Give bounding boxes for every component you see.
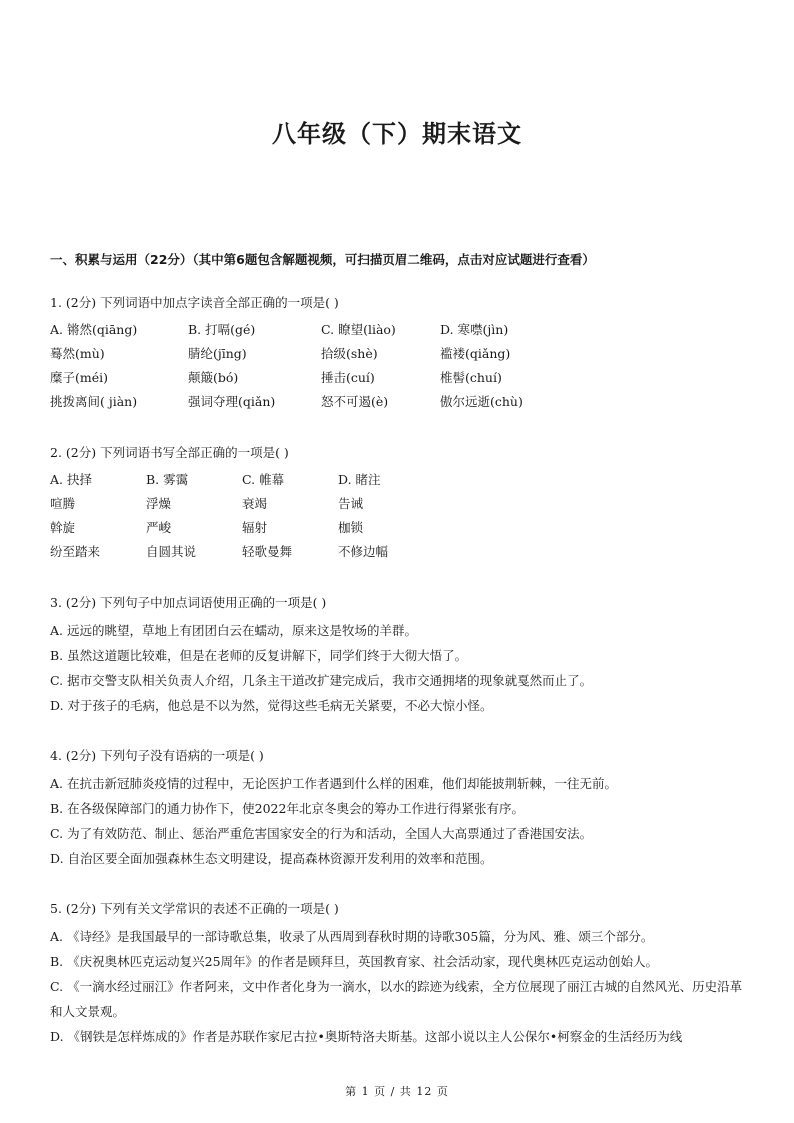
option-d: D. 《钢铁是怎样炼成的》作者是苏联作家尼古拉•奥斯特洛夫斯基。这部小说以主人公保尔•柯察金的生活经历为线 [50, 1029, 683, 1044]
word-cell: 强词夺理(qiǎn) [188, 394, 276, 409]
option-a: A. 抉择 [50, 472, 92, 487]
option-b: B. 在各级保障部门的通力协作下，使2022年北京冬奥会的筹办工作进行得紧张有序。 [50, 801, 524, 816]
word-cell: 椎髻(chuí) [440, 370, 502, 385]
word-cell: 自圆其说 [146, 544, 197, 559]
question-1-row [50, 342, 750, 366]
question-1-stem: 1. (2分) 下列词语中加点字读音全部正确的一项是( ) [50, 295, 339, 310]
word-cell: 辐射 [242, 520, 268, 535]
page-footer: 第 1 页 / 共 12 页 [345, 1085, 449, 1098]
option-a: A. 远远的眺望，草地上有团团白云在蠕动，原来这是牧场的羊群。 [50, 623, 417, 638]
question-2-row [50, 468, 750, 492]
option-d: D. 自治区要全面加强森林生态文明建设，提高森林资源开发利用的效率和范围。 [50, 851, 493, 866]
word-cell: 枷锁 [338, 520, 364, 535]
page-title: 八年级（下）期末语文 [272, 120, 522, 148]
question-2-row [50, 540, 750, 564]
word-cell: 衰竭 [242, 496, 268, 511]
option-c: C. 《一滴水经过丽江》作者阿来，文中作者化身为一滴水，以水的踪迹为线索，全方位展现了丽江古城的自然风光、历史沿革和人文景观。 [50, 979, 743, 1019]
word-cell: 捶击(cuí) [321, 370, 375, 385]
option-a: A. 锵然(qiāng) [50, 322, 138, 337]
option-d: D. 对于孩子的毛病，他总是不以为然，觉得这些毛病无关紧要，不必大惊小怪。 [50, 698, 493, 713]
section-heading: 一、积累与运用（22分）（其中第6题包含解题视频，可扫描页眉二维码，点击对应试题进行查看） [50, 252, 595, 267]
word-cell: 褴褛(qiǎng) [440, 346, 511, 361]
question-2-stem: 2. (2分) 下列词语书写全部正确的一项是( ) [50, 445, 289, 460]
word-cell: 严峻 [146, 520, 172, 535]
question-3 [50, 593, 750, 718]
word-cell: 糜子(méi) [50, 370, 109, 385]
word-cell: 轻歌曼舞 [242, 544, 293, 559]
option-a: A. 《诗经》是我国最早的一部诗歌总集，收录了从西周到春秋时期的诗歌305篇，分为风、雅、颂三个部分。 [50, 929, 654, 944]
word-cell: 拾级(shè) [321, 346, 378, 361]
word-cell: 不修边幅 [338, 544, 389, 559]
question-1-row [50, 366, 750, 390]
question-1-row [50, 390, 750, 414]
option-b: B. 《庆祝奥林匹克运动复兴25周年》的作者是顾拜旦，英国教育家、社会活动家，现代奥林匹克运动创始人。 [50, 954, 659, 969]
option-b: B. 打嗝(gé) [188, 322, 256, 337]
word-cell: 颠簸(bó) [188, 370, 239, 385]
word-cell: 怒不可遏(è) [321, 394, 389, 409]
option-c: C. 为了有效防范、制止、惩治严重危害国家安全的行为和活动，全国人大高票通过了香港国安法。 [50, 826, 593, 841]
word-cell: 蓦然(mù) [50, 346, 105, 361]
option-a: A. 在抗击新冠肺炎疫情的过程中，无论医护工作者遇到什么样的困难，他们却能披荆斩棘，一往无前。 [50, 776, 617, 791]
word-cell: 斡旋 [50, 520, 76, 535]
question-1-row [50, 318, 750, 342]
word-cell: 告诫 [338, 496, 364, 511]
word-cell: 浮燥 [146, 496, 172, 511]
word-cell: 挑拨离间( jiàn) [50, 394, 138, 409]
question-3-stem: 3. (2分) 下列句子中加点词语使用正确的一项是( ) [50, 595, 327, 610]
question-2-row [50, 516, 750, 540]
question-5-stem: 5. (2分) 下列有关文学常识的表述不正确的一项是( ) [50, 901, 339, 916]
question-2 [50, 443, 750, 564]
option-b: B. 雾霭 [146, 472, 189, 487]
question-1 [50, 293, 750, 414]
word-cell: 纷至踏来 [50, 544, 101, 559]
word-cell: 腈纶(jīng) [188, 346, 247, 361]
option-d: D. 寒噤(jìn) [440, 322, 509, 337]
question-4-stem: 4. (2分) 下列句子没有语病的一项是( ) [50, 748, 264, 763]
question-4 [50, 746, 750, 871]
option-d: D. 睹注 [338, 472, 381, 487]
option-b: B. 虽然这道题比较难，但是在老师的反复讲解下，同学们终于大彻大悟了。 [50, 648, 468, 663]
word-cell: 傲尔远逝(chù) [440, 394, 523, 409]
option-c: C. 帷幕 [242, 472, 285, 487]
option-c: C. 瞭望(liào) [321, 322, 396, 337]
option-c: C. 据市交警支队相关负责人介绍，几条主干道改扩建完成后，我市交通拥堵的现象就戛然而止了。 [50, 673, 593, 688]
question-5 [50, 899, 750, 1049]
question-2-row [50, 492, 750, 516]
word-cell: 喧腾 [50, 496, 76, 511]
